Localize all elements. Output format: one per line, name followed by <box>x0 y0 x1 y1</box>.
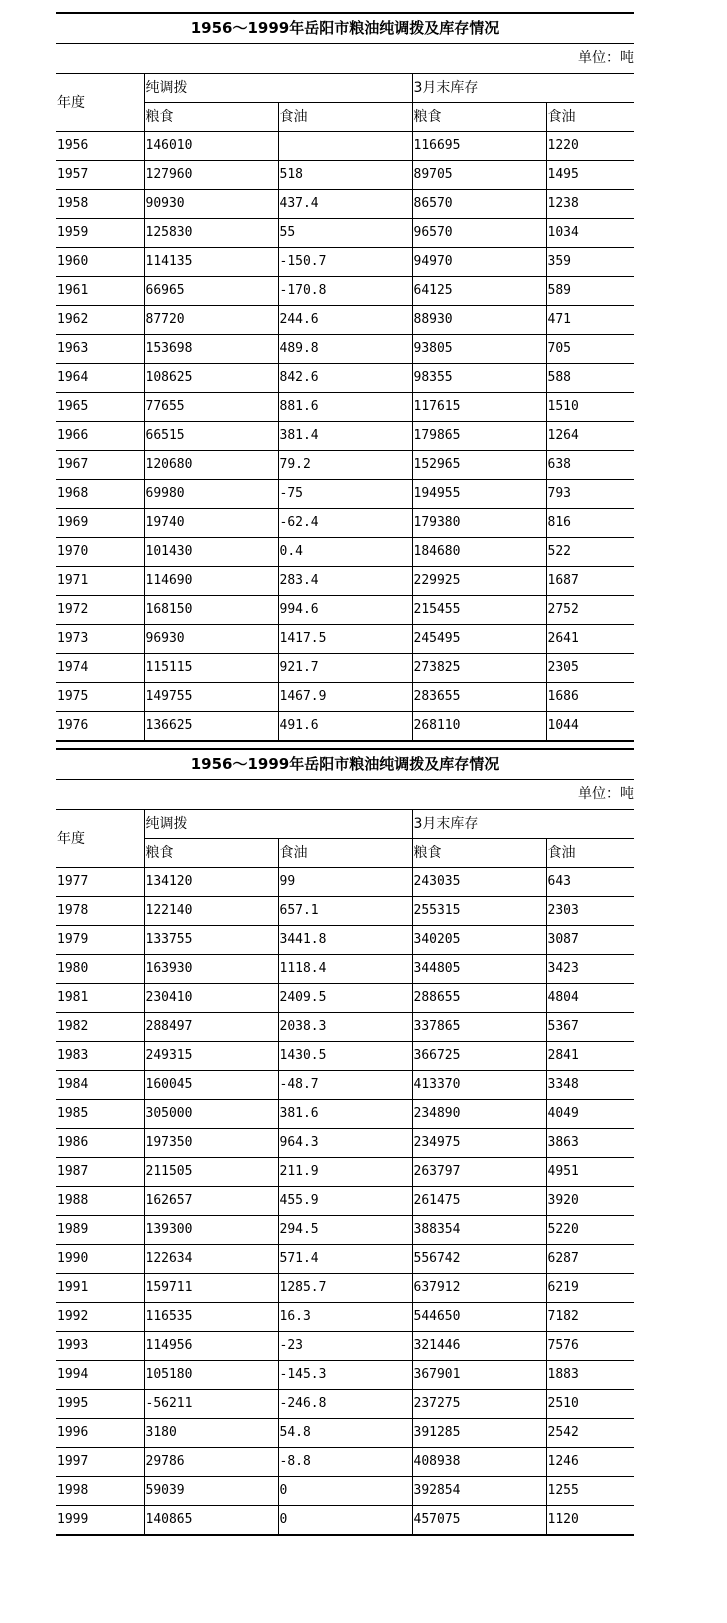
grain-oil-table-1956-1976 <box>56 12 634 742</box>
year-cell: 1979 <box>56 926 144 955</box>
year-cell: 1989 <box>56 1216 144 1245</box>
transfer-oil-cell: -23 <box>278 1332 412 1361</box>
transfer-grain-cell: 96930 <box>144 625 278 654</box>
year-cell: 1962 <box>56 306 144 335</box>
stock-oil-cell: 2510 <box>546 1390 634 1419</box>
table-row <box>56 335 634 364</box>
transfer-grain-cell: 136625 <box>144 712 278 742</box>
year-cell: 1978 <box>56 897 144 926</box>
transfer-oil-cell: 99 <box>278 868 412 897</box>
transfer-oil-cell: 571.4 <box>278 1245 412 1274</box>
stock-oil-header: 食油 <box>546 839 634 868</box>
transfer-grain-cell: 125830 <box>144 219 278 248</box>
header-row-top <box>56 74 634 103</box>
transfer-grain-cell: 162657 <box>144 1187 278 1216</box>
year-cell: 1972 <box>56 596 144 625</box>
stock-oil-cell: 4804 <box>546 984 634 1013</box>
transfer-grain-cell: 122140 <box>144 897 278 926</box>
table-row <box>56 868 634 897</box>
table-row <box>56 1419 634 1448</box>
year-cell: 1956 <box>56 132 144 161</box>
table-row <box>56 1274 634 1303</box>
stock-grain-cell: 96570 <box>412 219 546 248</box>
stock-grain-cell: 64125 <box>412 277 546 306</box>
stock-oil-cell: 2542 <box>546 1419 634 1448</box>
stock-oil-cell: 589 <box>546 277 634 306</box>
table-body <box>56 132 634 742</box>
data-table <box>56 73 634 742</box>
year-cell: 1980 <box>56 955 144 984</box>
table-row <box>56 1448 634 1477</box>
year-cell: 1966 <box>56 422 144 451</box>
stock-oil-cell: 1264 <box>546 422 634 451</box>
stock-oil-cell: 793 <box>546 480 634 509</box>
year-cell: 1970 <box>56 538 144 567</box>
stock-grain-cell: 98355 <box>412 364 546 393</box>
table-row <box>56 277 634 306</box>
transfer-grain-cell: 66965 <box>144 277 278 306</box>
transfer-grain-cell: 115115 <box>144 654 278 683</box>
transfer-grain-cell: 127960 <box>144 161 278 190</box>
year-header: 年度 <box>56 74 144 132</box>
transfer-grain-cell: 168150 <box>144 596 278 625</box>
transfer-oil-header: 食油 <box>278 839 412 868</box>
stock-grain-cell: 116695 <box>412 132 546 161</box>
transfer-oil-cell: 55 <box>278 219 412 248</box>
stock-oil-cell: 1044 <box>546 712 634 742</box>
transfer-header: 纯调拨 <box>144 810 412 839</box>
table-row <box>56 364 634 393</box>
table-row <box>56 509 634 538</box>
year-cell: 1961 <box>56 277 144 306</box>
transfer-oil-cell: 79.2 <box>278 451 412 480</box>
stock-oil-cell: 1255 <box>546 1477 634 1506</box>
transfer-grain-cell: 140865 <box>144 1506 278 1536</box>
stock-oil-cell: 816 <box>546 509 634 538</box>
transfer-grain-cell: -56211 <box>144 1390 278 1419</box>
table-row <box>56 625 634 654</box>
stock-oil-cell: 3920 <box>546 1187 634 1216</box>
transfer-oil-cell: -170.8 <box>278 277 412 306</box>
stock-oil-cell: 1246 <box>546 1448 634 1477</box>
transfer-oil-cell: 921.7 <box>278 654 412 683</box>
transfer-oil-cell: 294.5 <box>278 1216 412 1245</box>
table-row <box>56 1071 634 1100</box>
table-row <box>56 897 634 926</box>
transfer-grain-cell: 197350 <box>144 1129 278 1158</box>
stock-grain-cell: 337865 <box>412 1013 546 1042</box>
stock-grain-cell: 86570 <box>412 190 546 219</box>
table-row <box>56 955 634 984</box>
year-cell: 1983 <box>56 1042 144 1071</box>
stock-oil-cell: 3087 <box>546 926 634 955</box>
year-cell: 1993 <box>56 1332 144 1361</box>
table-row <box>56 1187 634 1216</box>
table-row <box>56 1361 634 1390</box>
transfer-grain-cell: 114956 <box>144 1332 278 1361</box>
year-cell: 1998 <box>56 1477 144 1506</box>
table-row <box>56 538 634 567</box>
stock-grain-cell: 255315 <box>412 897 546 926</box>
transfer-oil-cell: 489.8 <box>278 335 412 364</box>
transfer-grain-cell: 114135 <box>144 248 278 277</box>
transfer-grain-cell: 149755 <box>144 683 278 712</box>
table-row <box>56 1042 634 1071</box>
stock-oil-cell: 705 <box>546 335 634 364</box>
stock-grain-cell: 637912 <box>412 1274 546 1303</box>
stock-oil-cell: 5367 <box>546 1013 634 1042</box>
stock-grain-cell: 273825 <box>412 654 546 683</box>
table-row <box>56 926 634 955</box>
stock-oil-cell: 2303 <box>546 897 634 926</box>
stock-oil-cell: 2305 <box>546 654 634 683</box>
stock-grain-cell: 392854 <box>412 1477 546 1506</box>
transfer-grain-cell: 305000 <box>144 1100 278 1129</box>
stock-grain-cell: 245495 <box>412 625 546 654</box>
year-cell: 1957 <box>56 161 144 190</box>
transfer-oil-cell: 657.1 <box>278 897 412 926</box>
grain-oil-table-1977-1999 <box>56 748 634 1536</box>
stock-grain-cell: 215455 <box>412 596 546 625</box>
year-cell: 1987 <box>56 1158 144 1187</box>
transfer-oil-cell: -75 <box>278 480 412 509</box>
stock-oil-cell: 1510 <box>546 393 634 422</box>
transfer-oil-cell: 244.6 <box>278 306 412 335</box>
stock-oil-cell: 1034 <box>546 219 634 248</box>
stock-grain-cell: 340205 <box>412 926 546 955</box>
transfer-oil-cell: 1467.9 <box>278 683 412 712</box>
table-row <box>56 422 634 451</box>
stock-grain-cell: 89705 <box>412 161 546 190</box>
table-row <box>56 1477 634 1506</box>
transfer-grain-header: 粮食 <box>144 103 278 132</box>
transfer-grain-cell: 230410 <box>144 984 278 1013</box>
transfer-grain-cell: 108625 <box>144 364 278 393</box>
year-cell: 1996 <box>56 1419 144 1448</box>
transfer-oil-cell: 1285.7 <box>278 1274 412 1303</box>
stock-grain-cell: 263797 <box>412 1158 546 1187</box>
stock-grain-cell: 283655 <box>412 683 546 712</box>
table-row <box>56 1303 634 1332</box>
year-cell: 1997 <box>56 1448 144 1477</box>
stock-grain-cell: 93805 <box>412 335 546 364</box>
year-cell: 1977 <box>56 868 144 897</box>
transfer-oil-cell: 16.3 <box>278 1303 412 1332</box>
year-cell: 1994 <box>56 1361 144 1390</box>
transfer-oil-cell: 3441.8 <box>278 926 412 955</box>
table-row <box>56 480 634 509</box>
stock-oil-cell: 1883 <box>546 1361 634 1390</box>
stock-grain-cell: 237275 <box>412 1390 546 1419</box>
transfer-grain-cell: 122634 <box>144 1245 278 1274</box>
transfer-oil-cell: 0 <box>278 1477 412 1506</box>
year-cell: 1964 <box>56 364 144 393</box>
table-row <box>56 984 634 1013</box>
table-row <box>56 1100 634 1129</box>
transfer-oil-cell: 1417.5 <box>278 625 412 654</box>
table-title: 1956～1999年岳阳市粮油纯调拨及库存情况 <box>56 748 634 780</box>
transfer-oil-cell: 964.3 <box>278 1129 412 1158</box>
stock-header: 3月末库存 <box>412 810 634 839</box>
transfer-grain-cell: 3180 <box>144 1419 278 1448</box>
transfer-grain-cell: 114690 <box>144 567 278 596</box>
stock-oil-cell: 3423 <box>546 955 634 984</box>
transfer-grain-cell: 59039 <box>144 1477 278 1506</box>
table-row <box>56 1245 634 1274</box>
stock-oil-cell: 2752 <box>546 596 634 625</box>
stock-oil-cell: 1687 <box>546 567 634 596</box>
year-cell: 1968 <box>56 480 144 509</box>
transfer-oil-cell: 881.6 <box>278 393 412 422</box>
stock-grain-cell: 179380 <box>412 509 546 538</box>
transfer-grain-cell: 139300 <box>144 1216 278 1245</box>
stock-grain-cell: 457075 <box>412 1506 546 1536</box>
table-row <box>56 219 634 248</box>
transfer-oil-cell: -62.4 <box>278 509 412 538</box>
stock-grain-cell: 261475 <box>412 1187 546 1216</box>
transfer-grain-cell: 249315 <box>144 1042 278 1071</box>
transfer-oil-cell: 381.6 <box>278 1100 412 1129</box>
table-row <box>56 654 634 683</box>
table-row <box>56 190 634 219</box>
table-row <box>56 393 634 422</box>
year-cell: 1982 <box>56 1013 144 1042</box>
transfer-oil-cell: 0 <box>278 1506 412 1536</box>
stock-oil-cell: 6287 <box>546 1245 634 1274</box>
year-cell: 1976 <box>56 712 144 742</box>
table-row <box>56 1216 634 1245</box>
stock-oil-cell: 643 <box>546 868 634 897</box>
stock-grain-cell: 391285 <box>412 1419 546 1448</box>
transfer-grain-cell: 90930 <box>144 190 278 219</box>
stock-oil-cell: 7576 <box>546 1332 634 1361</box>
stock-grain-cell: 152965 <box>412 451 546 480</box>
transfer-grain-cell: 66515 <box>144 422 278 451</box>
transfer-grain-cell: 160045 <box>144 1071 278 1100</box>
year-cell: 1967 <box>56 451 144 480</box>
year-cell: 1999 <box>56 1506 144 1536</box>
header-row-top <box>56 810 634 839</box>
transfer-grain-header: 粮食 <box>144 839 278 868</box>
table-row <box>56 567 634 596</box>
transfer-oil-cell: 491.6 <box>278 712 412 742</box>
year-cell: 1969 <box>56 509 144 538</box>
data-table <box>56 809 634 1536</box>
transfer-grain-cell: 105180 <box>144 1361 278 1390</box>
year-cell: 1990 <box>56 1245 144 1274</box>
transfer-grain-cell: 163930 <box>144 955 278 984</box>
year-cell: 1986 <box>56 1129 144 1158</box>
transfer-oil-cell: -8.8 <box>278 1448 412 1477</box>
transfer-grain-cell: 159711 <box>144 1274 278 1303</box>
stock-grain-cell: 556742 <box>412 1245 546 1274</box>
unit-label: 单位：吨 <box>578 50 634 66</box>
transfer-grain-cell: 87720 <box>144 306 278 335</box>
stock-grain-cell: 88930 <box>412 306 546 335</box>
stock-oil-cell: 1686 <box>546 683 634 712</box>
stock-grain-cell: 194955 <box>412 480 546 509</box>
table-body <box>56 868 634 1536</box>
year-cell: 1971 <box>56 567 144 596</box>
stock-grain-cell: 367901 <box>412 1361 546 1390</box>
transfer-grain-cell: 133755 <box>144 926 278 955</box>
year-header: 年度 <box>56 810 144 868</box>
year-cell: 1958 <box>56 190 144 219</box>
transfer-oil-cell: 283.4 <box>278 567 412 596</box>
stock-grain-cell: 288655 <box>412 984 546 1013</box>
year-cell: 1973 <box>56 625 144 654</box>
transfer-oil-cell <box>278 132 412 161</box>
transfer-grain-cell: 116535 <box>144 1303 278 1332</box>
year-cell: 1974 <box>56 654 144 683</box>
stock-grain-header: 粮食 <box>412 839 546 868</box>
transfer-oil-cell: -246.8 <box>278 1390 412 1419</box>
stock-grain-header: 粮食 <box>412 103 546 132</box>
year-cell: 1965 <box>56 393 144 422</box>
transfer-oil-cell: -150.7 <box>278 248 412 277</box>
stock-oil-cell: 1120 <box>546 1506 634 1536</box>
stock-oil-cell: 638 <box>546 451 634 480</box>
transfer-grain-cell: 211505 <box>144 1158 278 1187</box>
transfer-grain-cell: 101430 <box>144 538 278 567</box>
table-row <box>56 596 634 625</box>
transfer-oil-cell: 2409.5 <box>278 984 412 1013</box>
table-row <box>56 683 634 712</box>
table-row <box>56 248 634 277</box>
stock-grain-cell: 344805 <box>412 955 546 984</box>
transfer-grain-cell: 77655 <box>144 393 278 422</box>
table-row <box>56 1129 634 1158</box>
year-cell: 1981 <box>56 984 144 1013</box>
stock-oil-cell: 7182 <box>546 1303 634 1332</box>
stock-oil-cell: 3348 <box>546 1071 634 1100</box>
stock-grain-cell: 94970 <box>412 248 546 277</box>
year-cell: 1985 <box>56 1100 144 1129</box>
stock-oil-cell: 4951 <box>546 1158 634 1187</box>
transfer-header: 纯调拨 <box>144 74 412 103</box>
stock-oil-cell: 6219 <box>546 1274 634 1303</box>
stock-oil-cell: 5220 <box>546 1216 634 1245</box>
stock-grain-cell: 243035 <box>412 868 546 897</box>
stock-oil-cell: 522 <box>546 538 634 567</box>
table-row <box>56 1158 634 1187</box>
table-row <box>56 1013 634 1042</box>
transfer-grain-cell: 288497 <box>144 1013 278 1042</box>
transfer-grain-cell: 69980 <box>144 480 278 509</box>
transfer-oil-cell: -145.3 <box>278 1361 412 1390</box>
table-title: 1956～1999年岳阳市粮油纯调拨及库存情况 <box>56 12 634 44</box>
transfer-grain-cell: 19740 <box>144 509 278 538</box>
transfer-oil-cell: 994.6 <box>278 596 412 625</box>
stock-oil-cell: 4049 <box>546 1100 634 1129</box>
transfer-oil-cell: 437.4 <box>278 190 412 219</box>
stock-grain-cell: 234890 <box>412 1100 546 1129</box>
stock-grain-cell: 366725 <box>412 1042 546 1071</box>
table-row <box>56 712 634 742</box>
stock-grain-cell: 184680 <box>412 538 546 567</box>
year-cell: 1959 <box>56 219 144 248</box>
year-cell: 1960 <box>56 248 144 277</box>
transfer-oil-cell: 842.6 <box>278 364 412 393</box>
stock-grain-cell: 229925 <box>412 567 546 596</box>
transfer-oil-cell: 54.8 <box>278 1419 412 1448</box>
transfer-oil-cell: 455.9 <box>278 1187 412 1216</box>
stock-grain-cell: 388354 <box>412 1216 546 1245</box>
stock-grain-cell: 117615 <box>412 393 546 422</box>
year-cell: 1984 <box>56 1071 144 1100</box>
unit-label: 单位：吨 <box>578 786 634 802</box>
transfer-oil-cell: 381.4 <box>278 422 412 451</box>
transfer-oil-cell: 2038.3 <box>278 1013 412 1042</box>
transfer-oil-cell: 518 <box>278 161 412 190</box>
transfer-oil-header: 食油 <box>278 103 412 132</box>
transfer-oil-cell: 0.4 <box>278 538 412 567</box>
stock-grain-cell: 544650 <box>412 1303 546 1332</box>
transfer-oil-cell: 211.9 <box>278 1158 412 1187</box>
stock-grain-cell: 234975 <box>412 1129 546 1158</box>
transfer-grain-cell: 146010 <box>144 132 278 161</box>
stock-header: 3月末库存 <box>412 74 634 103</box>
stock-oil-cell: 3863 <box>546 1129 634 1158</box>
year-cell: 1963 <box>56 335 144 364</box>
transfer-oil-cell: 1430.5 <box>278 1042 412 1071</box>
table-row <box>56 306 634 335</box>
stock-oil-header: 食油 <box>546 103 634 132</box>
stock-oil-cell: 588 <box>546 364 634 393</box>
stock-grain-cell: 413370 <box>412 1071 546 1100</box>
stock-oil-cell: 1220 <box>546 132 634 161</box>
table-row <box>56 1332 634 1361</box>
stock-oil-cell: 471 <box>546 306 634 335</box>
stock-oil-cell: 2641 <box>546 625 634 654</box>
stock-oil-cell: 359 <box>546 248 634 277</box>
transfer-grain-cell: 153698 <box>144 335 278 364</box>
year-cell: 1992 <box>56 1303 144 1332</box>
stock-oil-cell: 1495 <box>546 161 634 190</box>
table-row <box>56 451 634 480</box>
table-row <box>56 1506 634 1536</box>
year-cell: 1988 <box>56 1187 144 1216</box>
transfer-oil-cell: 1118.4 <box>278 955 412 984</box>
transfer-oil-cell: -48.7 <box>278 1071 412 1100</box>
transfer-grain-cell: 29786 <box>144 1448 278 1477</box>
stock-grain-cell: 268110 <box>412 712 546 742</box>
table-row <box>56 1390 634 1419</box>
year-cell: 1991 <box>56 1274 144 1303</box>
table-row <box>56 132 634 161</box>
table-row <box>56 161 634 190</box>
stock-grain-cell: 179865 <box>412 422 546 451</box>
year-cell: 1975 <box>56 683 144 712</box>
stock-grain-cell: 408938 <box>412 1448 546 1477</box>
stock-grain-cell: 321446 <box>412 1332 546 1361</box>
year-cell: 1995 <box>56 1390 144 1419</box>
transfer-grain-cell: 134120 <box>144 868 278 897</box>
stock-oil-cell: 2841 <box>546 1042 634 1071</box>
stock-oil-cell: 1238 <box>546 190 634 219</box>
transfer-grain-cell: 120680 <box>144 451 278 480</box>
